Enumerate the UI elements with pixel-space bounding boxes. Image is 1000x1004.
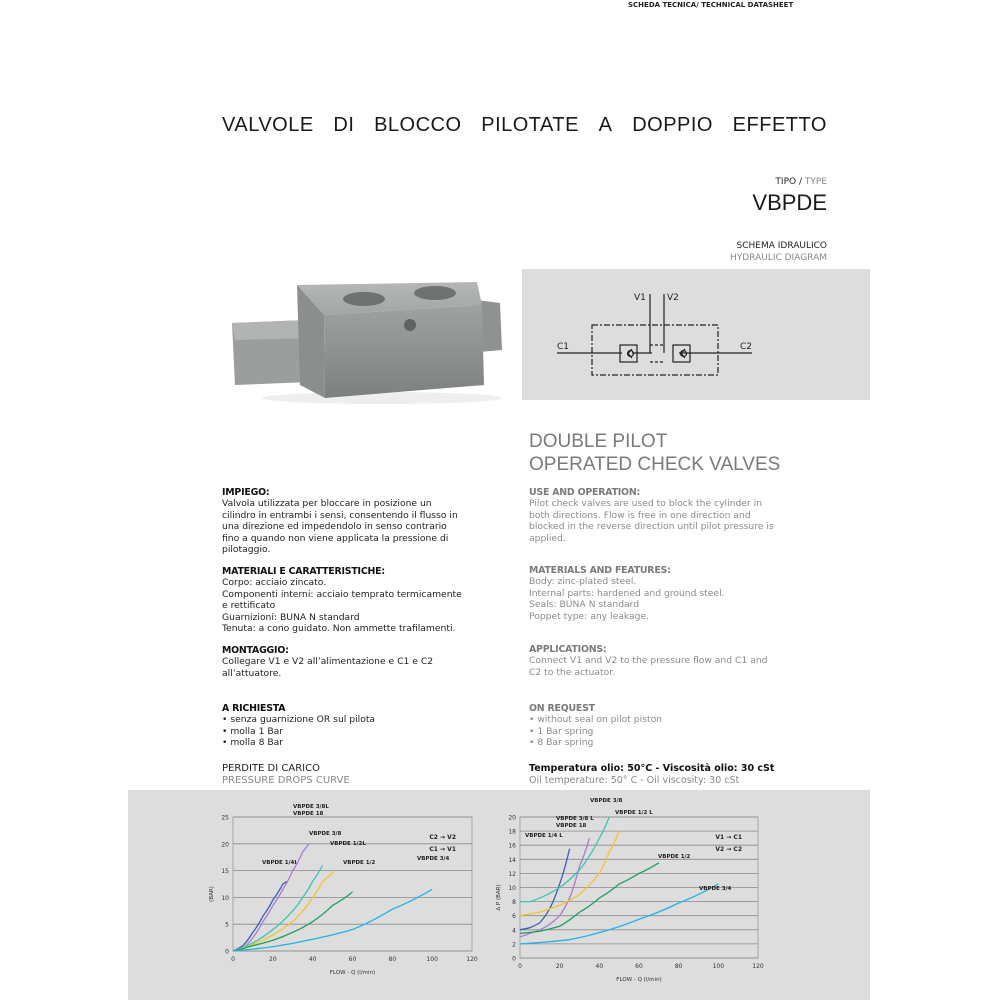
y-tick-label: 20: [508, 814, 516, 822]
x-tick-label: 20: [269, 956, 277, 963]
type-label-it: TIPO: [775, 177, 797, 187]
text-line: Collegare V1 e V2 all’alimentazione e C1 e C2: [222, 656, 434, 668]
title-word: VALVOLE: [222, 114, 314, 136]
text-line: Body: zinc-plated steel.: [529, 576, 637, 588]
english-title-line1: DOUBLE PILOT: [529, 431, 668, 452]
series-label: VBPDE 3/8: [590, 798, 623, 804]
x-tick-label: 0: [231, 956, 235, 963]
product-image: [232, 270, 517, 405]
oil-conditions-it: Temperatura olio: 50°C - Viscosità olio: 30 cSt: [529, 763, 775, 774]
series-label: VBPDE 1/4L: [262, 860, 298, 866]
x-tick-label: 80: [388, 956, 397, 963]
use-text: [529, 498, 789, 544]
y-tick-label: 0: [225, 948, 229, 956]
richiesta-section: [222, 703, 482, 749]
text-line: pilotaggio.: [222, 544, 271, 556]
port-v1: V1: [634, 293, 646, 303]
series-label: VBPDE 1/2: [343, 860, 376, 866]
type-label: [775, 177, 827, 187]
text-line: Internal parts: hardened and ground steel.: [529, 587, 725, 599]
applications-text: [529, 655, 789, 678]
request-section: [529, 703, 789, 749]
request-heading: ON REQUEST: [529, 703, 595, 714]
port-v2: V2: [667, 293, 679, 303]
y-tick-label: 10: [221, 894, 229, 902]
oil-conditions-en: Oil temperature: 50° C - Oil viscosity: 30 cSt: [529, 775, 740, 786]
y-axis-label: (BAR): [209, 886, 215, 902]
x-tick-label: 120: [752, 963, 764, 970]
materials-heading: MATERIALS AND FEATURES:: [529, 565, 671, 576]
series-label: VBPDE 1/2: [658, 854, 691, 860]
title-word: A: [598, 114, 613, 136]
list-item: • senza guarnizione OR sul pilota: [222, 714, 482, 725]
series-label: VBPDE 3/8 L VBPDE 18: [556, 816, 594, 829]
series-label: VBPDE 3/4: [417, 856, 450, 862]
valve-body: [324, 305, 484, 398]
mounting-hole: [404, 319, 416, 331]
series-label: VBPDE 1/2 L: [615, 810, 653, 816]
richiesta-list: [222, 714, 482, 748]
y-tick-label: 14: [508, 856, 516, 864]
x-tick-label: 40: [308, 956, 317, 963]
datasheet-tag: SCHEDA TECNICA/ TECHNICAL DATASHEET: [628, 1, 794, 9]
curve-title-en: PRESSURE DROPS CURVE: [222, 775, 350, 786]
page-title: [222, 114, 827, 137]
legend-entry: V2 → C2: [715, 846, 742, 853]
text-line: both directions. Flow is free in one direction and: [529, 509, 751, 521]
diagram-title-it: SCHEMA IDRAULICO: [736, 241, 827, 251]
use-heading: USE AND OPERATION:: [529, 487, 641, 498]
title-word: EFFETTO: [732, 114, 827, 136]
curve-title-it: PERDITE DI CARICO: [222, 763, 320, 774]
text-line: applied.: [529, 532, 566, 544]
y-axis-label: Δ P (BAR): [496, 884, 502, 911]
text-line: blocked in the reverse direction until pilot pressure is: [529, 521, 774, 533]
port-c2: C2: [740, 342, 753, 352]
materials-text: [529, 576, 789, 622]
y-tick-label: 8: [512, 899, 516, 907]
type-separator: /: [798, 177, 803, 187]
richiesta-heading: A RICHIESTA: [222, 703, 286, 714]
materiali-heading: MATERIALI E CARATTERISTICHE:: [222, 566, 385, 577]
text-line: Pilot check valves are used to block the cylinder in: [529, 498, 763, 510]
legend-entry: C1 → V1: [429, 846, 456, 853]
x-tick-label: 40: [595, 963, 604, 970]
charts-panel: [128, 790, 870, 1000]
materials-section: [529, 565, 789, 622]
chart-2: [496, 798, 764, 983]
series-label: VBPDE 3/8L VBPDE 18: [293, 804, 329, 817]
x-tick-label: 0: [518, 963, 522, 970]
y-tick-label: 15: [221, 868, 229, 876]
y-tick-label: 25: [221, 814, 229, 822]
applications-heading: APPLICATIONS:: [529, 644, 607, 655]
port-hole: [343, 292, 385, 306]
series-label: VBPDE 1/2L: [330, 841, 366, 847]
x-tick-label: 60: [348, 956, 357, 963]
materiali-text: [222, 577, 482, 634]
y-tick-label: 18: [508, 828, 516, 836]
type-code: VBPDE: [752, 190, 827, 215]
text-line: Seals: BUNA N standard: [529, 599, 640, 611]
request-list: [529, 714, 789, 748]
series-label: VBPDE 3/8: [309, 831, 342, 837]
impiego-text: [222, 498, 482, 555]
title-word: DOPPIO: [632, 114, 713, 136]
valve-block-illustration: [232, 270, 517, 405]
text-line: e rettificato: [222, 600, 276, 612]
x-axis-label: FLOW - Q (l/min): [616, 977, 662, 983]
text-line: Valvola utilizzata per bloccare in posizione un: [222, 498, 432, 510]
text-line: fino a quando non viene applicata la pressione di: [222, 532, 449, 544]
text-line: una direzione ed impedendolo in senso contrario: [222, 521, 447, 533]
materiali-section: [222, 566, 482, 634]
text-line: Guarnizioni: BUNA N standard: [222, 611, 360, 623]
applications-section: [529, 644, 789, 678]
y-tick-label: 0: [512, 955, 516, 963]
y-tick-label: 6: [512, 913, 516, 921]
montaggio-text: [222, 656, 482, 679]
port-hole: [414, 286, 456, 300]
list-item: • molla 1 Bar: [222, 726, 482, 737]
x-tick-label: 80: [674, 963, 683, 970]
title-word: PILOTATE: [481, 114, 579, 136]
text-line: Connect V1 and V2 to the pressure flow and C1 and: [529, 655, 768, 667]
port-c1: C1: [557, 342, 570, 352]
x-tick-label: 120: [466, 956, 478, 963]
x-tick-label: 100: [712, 963, 725, 970]
english-title: [529, 430, 780, 476]
list-item: • 8 Bar spring: [529, 737, 789, 748]
impiego-heading: IMPIEGO:: [222, 487, 270, 498]
series-label: VBPDE 3/4: [699, 886, 732, 892]
text-line: Corpo: acciaio zincato.: [222, 577, 327, 589]
y-tick-label: 20: [221, 841, 229, 849]
use-section: [529, 487, 789, 544]
legend-entry: V1 → C1: [715, 834, 742, 841]
montaggio-heading: MONTAGGIO:: [222, 645, 289, 656]
y-tick-label: 16: [508, 842, 516, 850]
list-item: • without seal on pilot piston: [529, 714, 789, 725]
legend-entry: C2 → V2: [429, 834, 456, 841]
x-tick-label: 20: [555, 963, 564, 970]
text-line: C2 to the actuator.: [529, 666, 616, 678]
type-label-en: TYPE: [804, 177, 827, 187]
title-word: DI: [333, 114, 355, 136]
list-item: • molla 8 Bar: [222, 737, 482, 748]
text-line: Tenuta: a cono guidato. Non ammette trafilamenti.: [222, 623, 456, 635]
x-tick-label: 60: [635, 963, 643, 970]
valve-body-outline: [592, 325, 718, 375]
text-line: cilindro in entrambi i sensi, consentendo il flusso in: [222, 509, 458, 521]
x-axis-label: FLOW - Q (l/min): [329, 970, 376, 976]
y-tick-label: 10: [508, 885, 516, 892]
title-word: BLOCCO: [374, 114, 462, 136]
list-item: • 1 Bar spring: [529, 726, 789, 737]
text-line: all’attuatore.: [222, 667, 282, 679]
english-title-line2: OPERATED CHECK VALVES: [529, 454, 781, 475]
y-tick-label: 12: [508, 870, 516, 878]
diagram-title-en: HYDRAULIC DIAGRAM: [729, 253, 827, 263]
montaggio-section: [222, 645, 482, 679]
hydraulic-diagram: [522, 269, 870, 400]
y-tick-label: 4: [512, 927, 516, 935]
y-tick-label: 2: [512, 941, 516, 949]
pressure-drop-charts: [128, 790, 870, 1000]
text-line: Poppet type: any leakage.: [529, 610, 650, 622]
impiego-section: [222, 487, 482, 555]
y-tick-label: 5: [225, 921, 229, 929]
chart-1: [209, 804, 478, 976]
series-label: VBPDE 1/4 L: [525, 833, 563, 839]
x-tick-label: 100: [426, 956, 438, 963]
text-line: Componenti interni: acciaio temprato termicamente: [222, 588, 462, 600]
